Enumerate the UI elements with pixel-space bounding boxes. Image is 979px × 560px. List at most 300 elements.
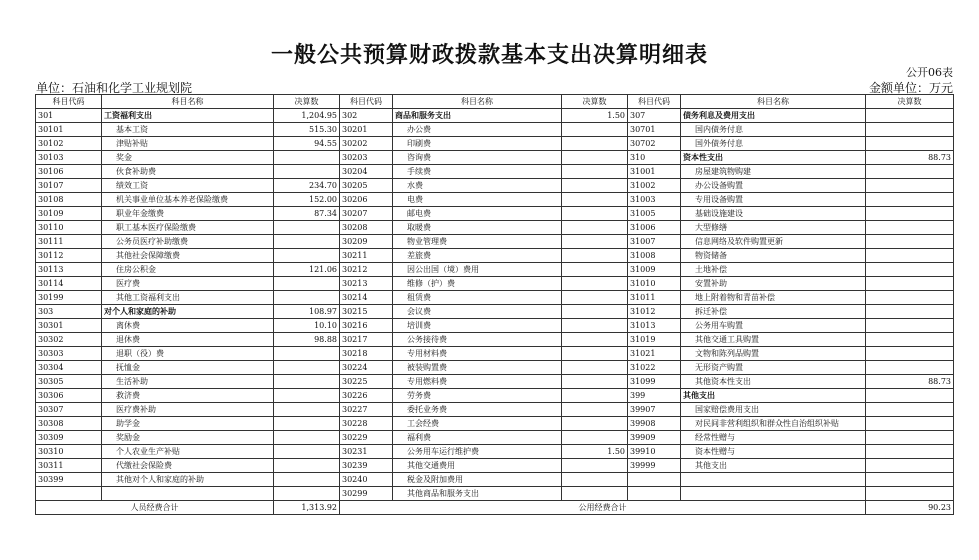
expenditure-table (35, 94, 954, 515)
cell-code: 30299 (340, 487, 393, 501)
cell-name: 手续费 (393, 165, 562, 179)
cell-code: 30301 (36, 319, 102, 333)
cell-code (628, 487, 681, 501)
cell-code: 30231 (340, 445, 393, 459)
table-row (36, 151, 954, 165)
cell-code (628, 473, 681, 487)
cell-amount (274, 375, 340, 389)
cell-amount (866, 277, 954, 291)
cell-amount (866, 487, 954, 501)
cell-amount: 121.06 (274, 263, 340, 277)
cell-amount (562, 431, 628, 445)
cell-name: 咨询费 (393, 151, 562, 165)
cell-amount (562, 333, 628, 347)
cell-amount (866, 319, 954, 333)
cell-name: 奖金 (102, 151, 274, 165)
cell-amount (562, 459, 628, 473)
cell-name: 文物和陈列品购置 (681, 347, 866, 361)
cell-name: 租赁费 (393, 291, 562, 305)
cell-code: 30216 (340, 319, 393, 333)
cell-name (681, 473, 866, 487)
cell-amount (866, 473, 954, 487)
cell-amount (866, 417, 954, 431)
cell-name: 债务利息及费用支出 (681, 109, 866, 123)
cell-code: 30211 (340, 249, 393, 263)
cell-amount: 98.88 (274, 333, 340, 347)
cell-code: 310 (628, 151, 681, 165)
public-total-label: 公用经费合计 (340, 501, 866, 515)
table-row (36, 389, 954, 403)
header-name-2: 科目名称 (393, 95, 562, 109)
cell-code: 30224 (340, 361, 393, 375)
cell-name: 被装购置费 (393, 361, 562, 375)
cell-amount (866, 207, 954, 221)
cell-amount (274, 277, 340, 291)
cell-code: 30110 (36, 221, 102, 235)
header-amount-1: 决算数 (274, 95, 340, 109)
cell-name: 助学金 (102, 417, 274, 431)
cell-code: 30307 (36, 403, 102, 417)
cell-amount (866, 291, 954, 305)
table-row (36, 291, 954, 305)
cell-code: 30302 (36, 333, 102, 347)
cell-code: 30217 (340, 333, 393, 347)
cell-amount (274, 249, 340, 263)
table-row (36, 179, 954, 193)
cell-name: 对民间非营利组织和群众性自治组织补贴 (681, 417, 866, 431)
cell-code: 399 (628, 389, 681, 403)
cell-name: 专用材料费 (393, 347, 562, 361)
cell-code: 30239 (340, 459, 393, 473)
cell-amount (562, 165, 628, 179)
cell-amount: 234.70 (274, 179, 340, 193)
cell-amount (562, 235, 628, 249)
table-row (36, 403, 954, 417)
cell-name: 公务员医疗补助缴费 (102, 235, 274, 249)
cell-name: 抚恤金 (102, 361, 274, 375)
cell-amount: 88.73 (866, 151, 954, 165)
cell-amount (866, 193, 954, 207)
cell-code: 30102 (36, 137, 102, 151)
cell-amount (562, 179, 628, 193)
cell-amount: 1.50 (562, 109, 628, 123)
header-code-2: 科目代码 (340, 95, 393, 109)
cell-code: 307 (628, 109, 681, 123)
cell-name: 公务接待费 (393, 333, 562, 347)
table-row (36, 207, 954, 221)
cell-code: 31012 (628, 305, 681, 319)
table-row (36, 319, 954, 333)
cell-amount (866, 137, 954, 151)
cell-code: 30308 (36, 417, 102, 431)
cell-amount (562, 375, 628, 389)
cell-name: 资本性赠与 (681, 445, 866, 459)
cell-amount: 1,204.95 (274, 109, 340, 123)
totals-row (36, 501, 954, 515)
cell-name: 水费 (393, 179, 562, 193)
cell-name: 其他支出 (681, 459, 866, 473)
cell-amount: 10.10 (274, 319, 340, 333)
table-row (36, 123, 954, 137)
cell-code: 31013 (628, 319, 681, 333)
cell-code: 30310 (36, 445, 102, 459)
cell-name: 维修（护）费 (393, 277, 562, 291)
cell-name: 其他资本性支出 (681, 375, 866, 389)
table-row (36, 109, 954, 123)
table-row (36, 459, 954, 473)
cell-code: 30303 (36, 347, 102, 361)
cell-amount (562, 277, 628, 291)
cell-amount: 88.73 (866, 375, 954, 389)
cell-name: 其他对个人和家庭的补助 (102, 473, 274, 487)
cell-code: 30229 (340, 431, 393, 445)
cell-name: 专用燃料费 (393, 375, 562, 389)
cell-code: 30208 (340, 221, 393, 235)
cell-amount (866, 459, 954, 473)
cell-name: 基本工资 (102, 123, 274, 137)
cell-name: 取暖费 (393, 221, 562, 235)
cell-amount (866, 109, 954, 123)
cell-name: 退休费 (102, 333, 274, 347)
cell-name: 离休费 (102, 319, 274, 333)
cell-code: 30225 (340, 375, 393, 389)
cell-name: 工会经费 (393, 417, 562, 431)
cell-code: 30109 (36, 207, 102, 221)
cell-code: 30111 (36, 235, 102, 249)
cell-name: 国家赔偿费用支出 (681, 403, 866, 417)
cell-code: 30107 (36, 179, 102, 193)
table-row (36, 347, 954, 361)
cell-name: 津贴补贴 (102, 137, 274, 151)
cell-name: 其他交通费用 (393, 459, 562, 473)
cell-amount (562, 137, 628, 151)
cell-name: 会议费 (393, 305, 562, 319)
cell-name: 商品和服务支出 (393, 109, 562, 123)
cell-amount: 94.55 (274, 137, 340, 151)
cell-amount (866, 179, 954, 193)
cell-code: 31021 (628, 347, 681, 361)
cell-code: 301 (36, 109, 102, 123)
cell-code: 31001 (628, 165, 681, 179)
cell-name: 国外债务付息 (681, 137, 866, 151)
cell-amount: 515.30 (274, 123, 340, 137)
cell-name: 伙食补助费 (102, 165, 274, 179)
cell-amount (866, 389, 954, 403)
cell-code: 30227 (340, 403, 393, 417)
cell-amount (866, 221, 954, 235)
cell-name: 委托业务费 (393, 403, 562, 417)
cell-code: 30240 (340, 473, 393, 487)
cell-code: 31099 (628, 375, 681, 389)
table-row (36, 487, 954, 501)
cell-amount (274, 347, 340, 361)
cell-amount (274, 459, 340, 473)
cell-amount (866, 361, 954, 375)
cell-amount (274, 431, 340, 445)
cell-amount (562, 361, 628, 375)
cell-code: 30101 (36, 123, 102, 137)
cell-code: 31005 (628, 207, 681, 221)
cell-code: 30212 (340, 263, 393, 277)
cell-amount (274, 403, 340, 417)
cell-name: 办公费 (393, 123, 562, 137)
cell-name: 绩效工资 (102, 179, 274, 193)
table-row (36, 445, 954, 459)
cell-name: 救济费 (102, 389, 274, 403)
cell-amount: 1.50 (562, 445, 628, 459)
cell-name: 公务用车运行维护费 (393, 445, 562, 459)
cell-name: 个人农业生产补贴 (102, 445, 274, 459)
table-row (36, 333, 954, 347)
cell-name: 其他工资福利支出 (102, 291, 274, 305)
cell-name: 因公出国（境）费用 (393, 263, 562, 277)
cell-code: 31022 (628, 361, 681, 375)
cell-name: 无形资产购置 (681, 361, 866, 375)
cell-code: 39907 (628, 403, 681, 417)
cell-amount (274, 487, 340, 501)
cell-amount: 87.34 (274, 207, 340, 221)
cell-amount (866, 431, 954, 445)
cell-amount (866, 305, 954, 319)
cell-name: 拆迁补偿 (681, 305, 866, 319)
cell-amount (274, 445, 340, 459)
table-row (36, 193, 954, 207)
cell-name: 退职（役）费 (102, 347, 274, 361)
cell-name: 物业管理费 (393, 235, 562, 249)
cell-name: 职业年金缴费 (102, 207, 274, 221)
cell-amount (866, 123, 954, 137)
cell-amount (866, 235, 954, 249)
cell-name: 其他商品和服务支出 (393, 487, 562, 501)
cell-code: 30701 (628, 123, 681, 137)
cell-code: 30215 (340, 305, 393, 319)
cell-code: 31008 (628, 249, 681, 263)
cell-name: 经常性赠与 (681, 431, 866, 445)
header-row (36, 95, 954, 109)
cell-name: 土地补偿 (681, 263, 866, 277)
cell-code: 31011 (628, 291, 681, 305)
cell-amount (866, 445, 954, 459)
cell-name: 资本性支出 (681, 151, 866, 165)
cell-amount (562, 319, 628, 333)
cell-amount (562, 403, 628, 417)
cell-code: 30304 (36, 361, 102, 375)
cell-code: 39908 (628, 417, 681, 431)
public-total-amount: 90.23 (866, 501, 954, 515)
cell-amount (274, 151, 340, 165)
cell-amount (562, 389, 628, 403)
cell-amount (562, 193, 628, 207)
cell-name: 专用设备购置 (681, 193, 866, 207)
cell-code: 31019 (628, 333, 681, 347)
cell-code: 30214 (340, 291, 393, 305)
cell-name: 代缴社会保险费 (102, 459, 274, 473)
cell-amount (274, 291, 340, 305)
cell-code: 30204 (340, 165, 393, 179)
cell-name: 电费 (393, 193, 562, 207)
cell-amount (866, 165, 954, 179)
cell-amount (562, 123, 628, 137)
cell-code: 31010 (628, 277, 681, 291)
cell-amount (562, 249, 628, 263)
cell-code: 39910 (628, 445, 681, 459)
cell-code: 31002 (628, 179, 681, 193)
cell-code: 30702 (628, 137, 681, 151)
cell-code: 30309 (36, 431, 102, 445)
cell-name: 其他社会保障缴费 (102, 249, 274, 263)
cell-name: 邮电费 (393, 207, 562, 221)
page-title: 一般公共预算财政拨款基本支出决算明细表 (270, 42, 708, 68)
cell-name: 机关事业单位基本养老保险缴费 (102, 193, 274, 207)
cell-code: 39909 (628, 431, 681, 445)
cell-amount (866, 249, 954, 263)
cell-code: 31009 (628, 263, 681, 277)
header-amount-3: 决算数 (866, 95, 954, 109)
cell-code: 302 (340, 109, 393, 123)
cell-name: 对个人和家庭的补助 (102, 305, 274, 319)
cell-code: 30114 (36, 277, 102, 291)
cell-code: 30226 (340, 389, 393, 403)
table-row (36, 375, 954, 389)
table-row (36, 235, 954, 249)
cell-name: 差旅费 (393, 249, 562, 263)
table-row (36, 221, 954, 235)
cell-code: 30205 (340, 179, 393, 193)
cell-name: 物资储备 (681, 249, 866, 263)
cell-amount (562, 221, 628, 235)
cell-name: 住房公积金 (102, 263, 274, 277)
cell-name: 工资福利支出 (102, 109, 274, 123)
cell-code: 30202 (340, 137, 393, 151)
table-row (36, 417, 954, 431)
cell-name (681, 487, 866, 501)
cell-name: 国内债务付息 (681, 123, 866, 137)
cell-code: 30206 (340, 193, 393, 207)
cell-code: 30203 (340, 151, 393, 165)
cell-code: 30207 (340, 207, 393, 221)
cell-code: 30209 (340, 235, 393, 249)
cell-amount (866, 347, 954, 361)
cell-code: 39999 (628, 459, 681, 473)
cell-amount (274, 389, 340, 403)
cell-code: 30228 (340, 417, 393, 431)
cell-name: 安置补助 (681, 277, 866, 291)
cell-amount (562, 473, 628, 487)
cell-code: 30311 (36, 459, 102, 473)
cell-amount (562, 305, 628, 319)
table-row (36, 431, 954, 445)
cell-code: 30305 (36, 375, 102, 389)
cell-amount (562, 263, 628, 277)
header-code-1: 科目代码 (36, 95, 102, 109)
cell-amount (274, 417, 340, 431)
cell-code: 30199 (36, 291, 102, 305)
cell-name (102, 487, 274, 501)
cell-code: 31007 (628, 235, 681, 249)
table-row (36, 263, 954, 277)
cell-amount (866, 333, 954, 347)
table-row (36, 249, 954, 263)
cell-name: 印刷费 (393, 137, 562, 151)
personnel-total-label: 人员经费合计 (36, 501, 274, 515)
header-name-1: 科目名称 (102, 95, 274, 109)
cell-name: 其他支出 (681, 389, 866, 403)
table-row (36, 277, 954, 291)
cell-name: 生活补助 (102, 375, 274, 389)
cell-amount: 108.97 (274, 305, 340, 319)
table-row (36, 361, 954, 375)
cell-name: 培训费 (393, 319, 562, 333)
table-row (36, 165, 954, 179)
cell-amount (274, 235, 340, 249)
cell-code: 30306 (36, 389, 102, 403)
table-row (36, 473, 954, 487)
cell-code: 30113 (36, 263, 102, 277)
cell-code: 30112 (36, 249, 102, 263)
cell-name: 奖励金 (102, 431, 274, 445)
cell-amount (274, 221, 340, 235)
cell-name: 办公设备购置 (681, 179, 866, 193)
cell-code: 30399 (36, 473, 102, 487)
cell-name: 福利费 (393, 431, 562, 445)
table-row (36, 305, 954, 319)
cell-code: 30201 (340, 123, 393, 137)
cell-code: 31006 (628, 221, 681, 235)
cell-name: 大型修缮 (681, 221, 866, 235)
cell-amount (562, 151, 628, 165)
cell-amount (866, 403, 954, 417)
cell-name: 医疗费补助 (102, 403, 274, 417)
cell-code: 30213 (340, 277, 393, 291)
cell-amount (274, 361, 340, 375)
unit-label: 单位：石油和化学工业规划院 (36, 81, 193, 95)
cell-name: 房屋建筑物购建 (681, 165, 866, 179)
cell-name: 劳务费 (393, 389, 562, 403)
cell-name: 职工基本医疗保险缴费 (102, 221, 274, 235)
cell-name: 地上附着物和青苗补偿 (681, 291, 866, 305)
cell-name: 信息网络及软件购置更新 (681, 235, 866, 249)
cell-code: 303 (36, 305, 102, 319)
form-number: 公开06表 (906, 66, 953, 79)
cell-code: 31003 (628, 193, 681, 207)
cell-code: 30106 (36, 165, 102, 179)
cell-code (36, 487, 102, 501)
header-name-3: 科目名称 (681, 95, 866, 109)
cell-amount: 152.00 (274, 193, 340, 207)
header-amount-2: 决算数 (562, 95, 628, 109)
cell-code: 30108 (36, 193, 102, 207)
cell-name: 医疗费 (102, 277, 274, 291)
cell-amount (274, 473, 340, 487)
cell-name: 税金及附加费用 (393, 473, 562, 487)
cell-amount (562, 347, 628, 361)
cell-amount (274, 165, 340, 179)
cell-amount (562, 487, 628, 501)
cell-amount (562, 417, 628, 431)
header-code-3: 科目代码 (628, 95, 681, 109)
cell-amount (562, 291, 628, 305)
cell-code: 30218 (340, 347, 393, 361)
cell-name: 基础设施建设 (681, 207, 866, 221)
personnel-total-amount: 1,313.92 (274, 501, 340, 515)
cell-code: 30103 (36, 151, 102, 165)
amount-unit-label: 金额单位：万元 (868, 81, 953, 95)
cell-name: 其他交通工具购置 (681, 333, 866, 347)
cell-amount (866, 263, 954, 277)
cell-amount (562, 207, 628, 221)
cell-name: 公务用车购置 (681, 319, 866, 333)
table-row (36, 137, 954, 151)
